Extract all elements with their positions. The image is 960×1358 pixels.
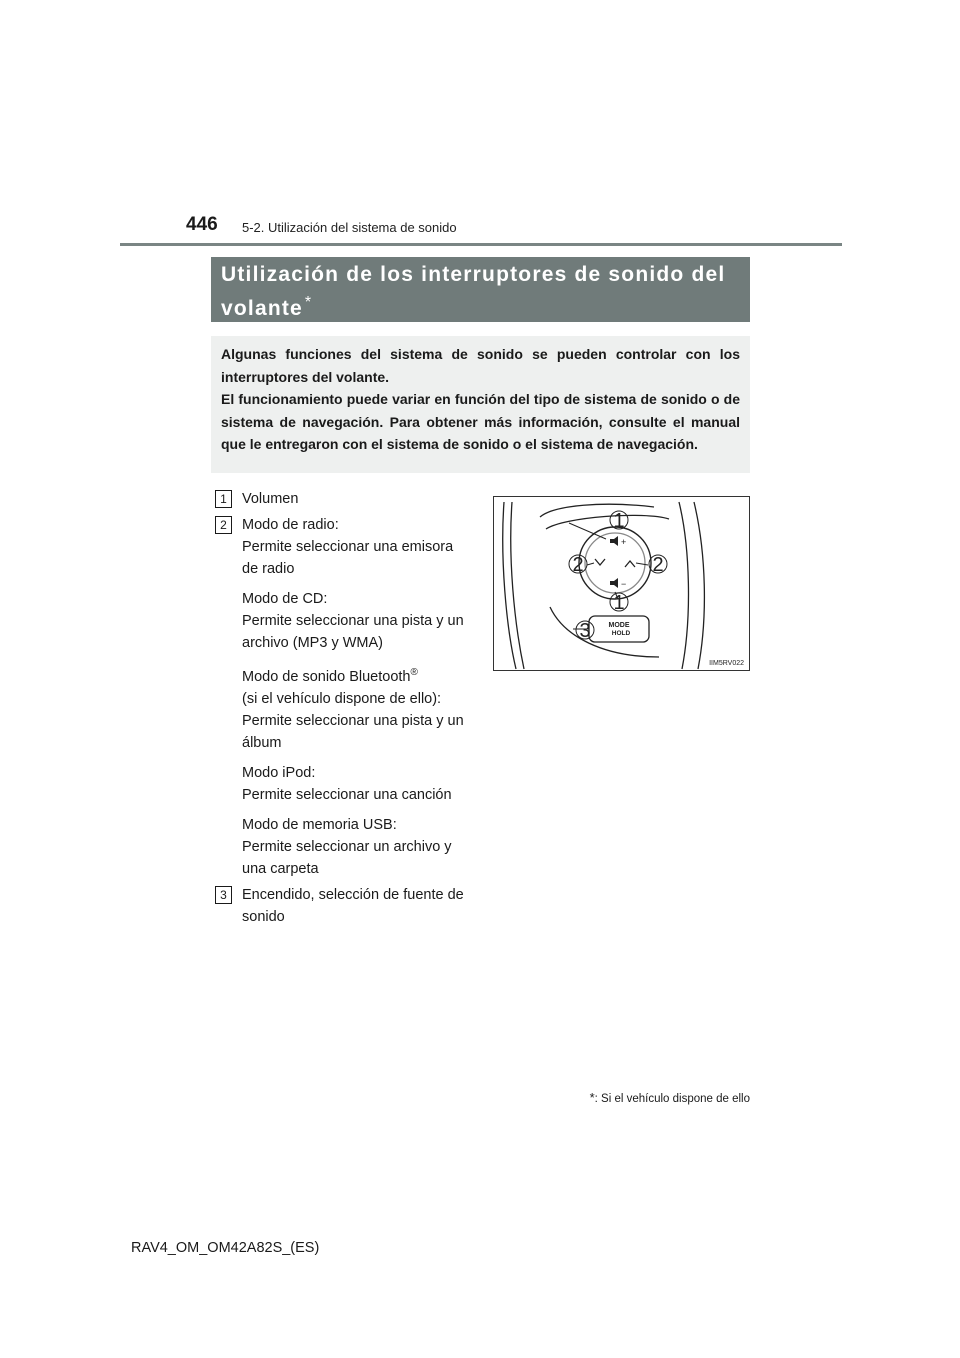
bluetooth-mode-note: (si el vehículo dispone de ello):: [242, 690, 442, 707]
footnote-asterisk: *: [589, 1090, 595, 1105]
callout-number: 3: [579, 620, 591, 642]
leader-line: [569, 523, 606, 539]
usb-mode-desc-cont: una carpeta: [242, 860, 319, 877]
list-item-power-source: [215, 884, 481, 928]
minus-glyph: −: [621, 579, 627, 589]
control-pad: [579, 527, 651, 599]
title-line-2: volante: [221, 297, 303, 320]
mode-button-outline: [589, 616, 649, 642]
item-list: [215, 488, 481, 932]
radio-mode-desc: Permite seleccionar una emisora: [242, 539, 454, 555]
footnote: [520, 1090, 750, 1105]
wheel-spoke-inner: [511, 502, 524, 669]
intro-paragraph-2: El funcionamiento puede variar en función del tipo de sistema de sonido o de sistema de navegación. Para obtener más información, consulte el manual que le entregaron con el sistema de sonido o el sistema de navegación.: [221, 391, 740, 452]
radio-mode-title: Modo de radio:: [242, 517, 339, 533]
item-label-cont: sonido: [242, 908, 285, 925]
wheel-rim-outer: [694, 502, 704, 669]
item-label: Encendido, selección de fuente de: [242, 886, 464, 903]
bluetooth-mode-title: Modo de sonido Bluetooth: [242, 668, 411, 685]
ipod-mode-title: Modo iPod:: [242, 764, 316, 781]
usb-mode-desc: Permite seleccionar un archivo y: [242, 838, 452, 855]
bezel-inner-line: [546, 515, 669, 529]
bluetooth-mode-desc-cont: álbum: [242, 734, 282, 751]
registered-mark: ®: [410, 667, 418, 678]
bezel-bottom: [550, 607, 659, 657]
seek-down-chevron: [595, 559, 605, 565]
header-divider: [120, 243, 842, 246]
ipod-mode-desc: Permite seleccionar una canción: [242, 786, 452, 803]
plus-glyph: +: [621, 537, 627, 547]
volume-up-icon: [610, 536, 618, 546]
cd-mode-desc-cont: archivo (MP3 y WMA): [242, 635, 383, 651]
footnote-text: : Si el vehículo dispone de ello: [594, 1093, 750, 1105]
usb-mode-title: Modo de memoria USB:: [242, 816, 397, 833]
title-asterisk: *: [304, 294, 313, 311]
item-number-badge: 1: [215, 490, 232, 508]
cd-mode-title: Modo de CD:: [242, 591, 328, 607]
cd-mode-desc: Permite seleccionar una pista y un: [242, 613, 464, 629]
bluetooth-mode-title-row: [242, 662, 481, 688]
figure-code: IIM5RV022: [709, 660, 744, 667]
radio-mode-desc-cont: de radio: [242, 561, 295, 577]
callout-number: 1: [613, 510, 625, 532]
callout-number: 2: [652, 554, 664, 576]
mode-button-label: MODE: [608, 622, 630, 629]
bluetooth-mode-desc: Permite seleccionar una pista y un: [242, 712, 464, 729]
callout-number: 1: [613, 592, 625, 614]
page-number: 446: [186, 214, 218, 235]
title-line-1: Utilización de los interruptores de sonido del: [221, 263, 726, 286]
leader-line: [636, 563, 648, 565]
section-breadcrumb: 5-2. Utilización del sistema de sonido: [242, 220, 457, 235]
item-number-badge: 3: [215, 886, 232, 904]
wheel-rim-right: [679, 502, 688, 669]
leader-line: [587, 563, 594, 565]
list-item-mode-select: [215, 514, 481, 880]
item-label: Volumen: [242, 491, 299, 507]
wheel-spoke-outline: [503, 502, 516, 669]
section-title: [211, 257, 750, 322]
intro-box: [211, 336, 750, 473]
hold-button-label: HOLD: [611, 630, 631, 637]
list-item-volume: [215, 488, 481, 510]
document-code: RAV4_OM_OM42A82S_(ES): [131, 1240, 320, 1256]
steering-switch-illustration: [493, 496, 750, 671]
steering-switch-drawing: [494, 497, 749, 670]
item-number-badge: 2: [215, 516, 232, 534]
volume-down-icon: [610, 578, 618, 588]
intro-paragraph-1: Algunas funciones del sistema de sonido se pueden controlar con los interruptores del volante.: [221, 346, 740, 385]
callout-number: 2: [572, 554, 584, 576]
seek-up-chevron: [625, 561, 635, 567]
